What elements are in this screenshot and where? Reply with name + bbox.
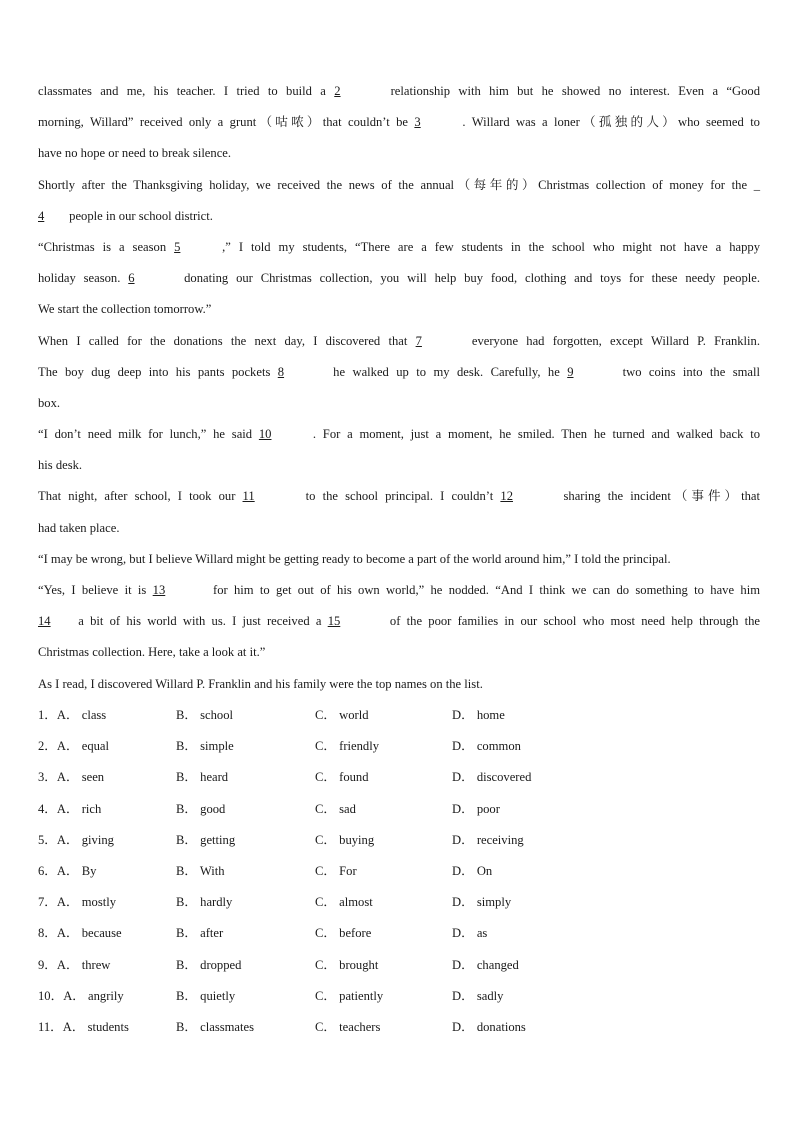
question-number: 11．: [38, 1019, 63, 1034]
option-d: D． common: [452, 739, 521, 754]
option-c: C． world: [315, 708, 369, 722]
question-options-row: [38, 762, 760, 793]
question-options-row: [38, 700, 760, 731]
option-b: B． dropped: [176, 957, 242, 972]
option-c: C． friendly: [315, 739, 380, 754]
passage-line: holiday season. 6 donating our Christmas collection, you will help buy food, clothing and toys for these needy people.: [38, 263, 760, 294]
option-a: [38, 825, 114, 856]
option-b: B． school: [176, 708, 234, 722]
passage-line: box.: [38, 395, 61, 410]
blank-3: 3: [414, 115, 421, 130]
passage-line: That night, after school, I took our 11 to the school principal. I couldn’t 12 sharing the incident（事件）that: [38, 481, 760, 512]
passage-line: “Christmas is a season 5 ,” I told my students, “There are a few students in the school who might not have a happy: [38, 232, 760, 263]
option-d: D． as: [452, 926, 488, 941]
option-a: [38, 1012, 129, 1043]
question-number: 3．: [38, 770, 57, 785]
option-a-text: A． giving: [56, 832, 114, 847]
question-number: 7．: [38, 895, 57, 910]
blank-9: 9: [567, 364, 574, 379]
option-b: B． getting: [176, 832, 236, 847]
option-c: C． sad: [315, 801, 356, 816]
option-c: C． before: [315, 926, 372, 941]
option-b: B． quietly: [176, 988, 236, 1003]
question-number: 4．: [38, 801, 57, 816]
passage-line: classmates and me, his teacher. I tried to build a 2 relationship with him but he showed no interest. Even a “Good: [38, 76, 760, 107]
passage-line: Christmas collection. Here, take a look at it.”: [38, 645, 266, 660]
option-c: C． buying: [315, 832, 375, 847]
question-number: 6．: [38, 863, 57, 878]
option-c: C． found: [315, 770, 369, 785]
question-options-row: [38, 950, 760, 981]
blank-10: 10: [258, 427, 272, 442]
option-d: D． home: [452, 708, 505, 722]
blank-7: 7: [415, 333, 422, 348]
option-a: [38, 762, 104, 793]
passage-line: 14 a bit of his world with us. I just received a 15 of the poor families in our school who most need help through the: [38, 606, 760, 637]
question-options-row: [38, 794, 760, 825]
question-options-row: [38, 887, 760, 918]
option-b: B． classmates: [176, 1019, 254, 1034]
option-a-text: A． rich: [56, 801, 102, 816]
question-number: 2．: [38, 739, 57, 754]
option-a: [38, 700, 106, 731]
option-d: D． receiving: [452, 832, 524, 847]
cloze-passage: [38, 76, 760, 700]
option-a-text: A． equal: [56, 739, 109, 754]
question-number: 10．: [38, 988, 64, 1003]
passage-line: morning, Willard” received only a grunt（咕哝）that couldn’t be 3 . Willard was a loner（孤独的人）who seemed to: [38, 107, 760, 138]
passage-line: had taken place.: [38, 520, 120, 535]
option-d: D． discovered: [452, 770, 532, 785]
option-a-text: A． seen: [56, 770, 105, 785]
passage-line: Shortly after the Thanksgiving holiday, we received the news of the annual（每年的）Christmas collection of money for the _: [38, 177, 760, 192]
question-number: 8．: [38, 926, 57, 941]
option-c: C． almost: [315, 895, 373, 910]
option-a: [38, 918, 122, 949]
passage-line: “Yes, I believe it is 13 for him to get out of his own world,” he nodded. “And I think we can do something to have him: [38, 575, 760, 606]
option-d: D． sadly: [452, 988, 504, 1003]
option-a: [38, 731, 109, 762]
passage-line: We start the collection tomorrow.”: [38, 302, 212, 317]
blank-14: 14: [38, 614, 51, 629]
blank-4: 4: [38, 208, 45, 223]
blank-2: 2: [334, 84, 341, 98]
option-b: B． good: [176, 801, 226, 816]
option-a: [38, 856, 96, 887]
option-c: C． patiently: [315, 988, 384, 1003]
passage-line: his desk.: [38, 458, 83, 473]
passage-line: have no hope or need to break silence.: [38, 146, 232, 161]
option-a: [38, 887, 116, 918]
blank-12: 12: [500, 489, 513, 504]
option-a-text: A． because: [56, 926, 122, 941]
option-a: [38, 981, 124, 1012]
option-a: [38, 794, 101, 825]
question-options-row: [38, 918, 760, 949]
question-options-row: [38, 731, 760, 762]
option-b: B． With: [176, 863, 225, 878]
option-b: B． hardly: [176, 895, 233, 910]
option-c: C． brought: [315, 957, 379, 972]
option-b: B． heard: [176, 770, 229, 785]
blank-6: 6: [128, 271, 135, 286]
option-a-text: A． By: [56, 863, 97, 878]
question-options-row: [38, 1012, 760, 1043]
blank-11: 11: [242, 489, 255, 504]
blank-15: 15: [327, 614, 341, 629]
blank-5: 5: [174, 239, 181, 254]
question-options-row: [38, 825, 760, 856]
question-options-row: [38, 856, 760, 887]
passage-line: The boy dug deep into his pants pockets 8 he walked up to my desk. Carefully, he 9 two coins into the small: [38, 357, 760, 388]
option-a-text: A． class: [56, 708, 107, 722]
option-a-text: A． students: [62, 1019, 129, 1034]
option-a-text: A． angrily: [63, 988, 124, 1003]
passage-line: “I don’t need milk for lunch,” he said 10 . For a moment, just a moment, he smiled. Then he turned and walked back to: [38, 419, 760, 450]
question-number: 5．: [38, 832, 57, 847]
option-b: B． simple: [176, 739, 234, 754]
passage-line: When I called for the donations the next day, I discovered that 7 everyone had forgotten, except Willard P. Franklin.: [38, 326, 760, 357]
option-a: [38, 950, 110, 981]
option-c: C． teachers: [315, 1019, 381, 1034]
option-a-text: A． threw: [56, 957, 111, 972]
passage-line: As I read, I discovered Willard P. Franklin and his family were the top names on the list.: [38, 676, 483, 691]
option-d: D． poor: [452, 801, 500, 816]
question-number: 9．: [38, 957, 57, 972]
option-a-text: A． mostly: [56, 895, 117, 910]
passage-line: “I may be wrong, but I believe Willard might be getting ready to become a part of the world around him,” I told the principal.: [38, 551, 671, 566]
question-number: 1．: [38, 708, 57, 722]
option-d: D． donations: [452, 1019, 526, 1034]
option-d: D． changed: [452, 957, 519, 972]
option-b: B． after: [176, 926, 224, 941]
answer-options: [38, 700, 760, 1043]
question-options-row: [38, 981, 760, 1012]
blank-13: 13: [152, 583, 166, 597]
passage-line: 4 people in our school district.: [38, 201, 760, 232]
option-c: C． For: [315, 863, 357, 878]
blank-8: 8: [277, 364, 285, 379]
option-d: D． simply: [452, 895, 512, 910]
option-d: D． On: [452, 863, 493, 878]
